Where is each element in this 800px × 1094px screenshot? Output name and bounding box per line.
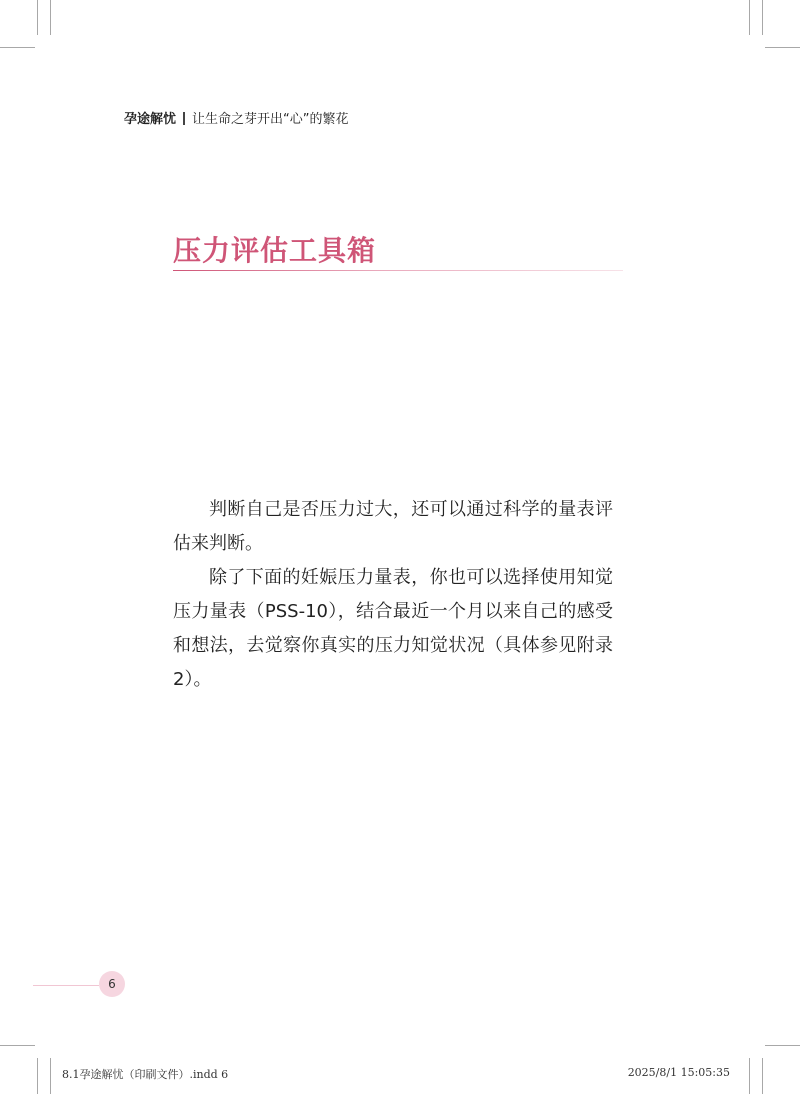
crop-mark bbox=[762, 1058, 763, 1094]
paragraph: 判断自己是否压力过大，还可以通过科学的量表评估来判断。 bbox=[173, 499, 613, 554]
page-number-rule bbox=[33, 985, 99, 986]
crop-mark bbox=[762, 0, 763, 35]
book-subtitle: 让生命之芽开出“心”的繁花 bbox=[192, 112, 349, 127]
crop-mark bbox=[765, 1045, 800, 1046]
crop-mark bbox=[50, 1058, 51, 1094]
crop-mark bbox=[765, 47, 800, 48]
running-header bbox=[124, 108, 349, 127]
section-title: 压力评估工具箱 bbox=[173, 234, 377, 267]
crop-mark bbox=[50, 0, 51, 35]
crop-mark bbox=[749, 1058, 750, 1094]
paragraph: 除了下面的妊娠压力量表，你也可以选择使用知觉压力量表（PSS-10），结合最近一个月以来自己的感受和想法，去觉察你真实的压力知觉状况（具体参见附录2）。 bbox=[173, 567, 613, 690]
crop-mark bbox=[37, 1058, 38, 1094]
print-timestamp: 2025/8/1 15:05:35 bbox=[627, 1066, 730, 1079]
page-number: 6 bbox=[99, 971, 125, 997]
print-file-name: 8.1孕途解忧（印刷文件）.indd 6 bbox=[62, 1068, 229, 1081]
header-divider bbox=[183, 112, 185, 125]
crop-mark bbox=[37, 0, 38, 35]
crop-mark bbox=[749, 0, 750, 35]
book-title: 孕途解忧 bbox=[124, 112, 177, 127]
body-text bbox=[173, 493, 613, 697]
title-underline bbox=[173, 270, 623, 271]
crop-mark bbox=[0, 47, 35, 48]
crop-mark bbox=[0, 1045, 35, 1046]
